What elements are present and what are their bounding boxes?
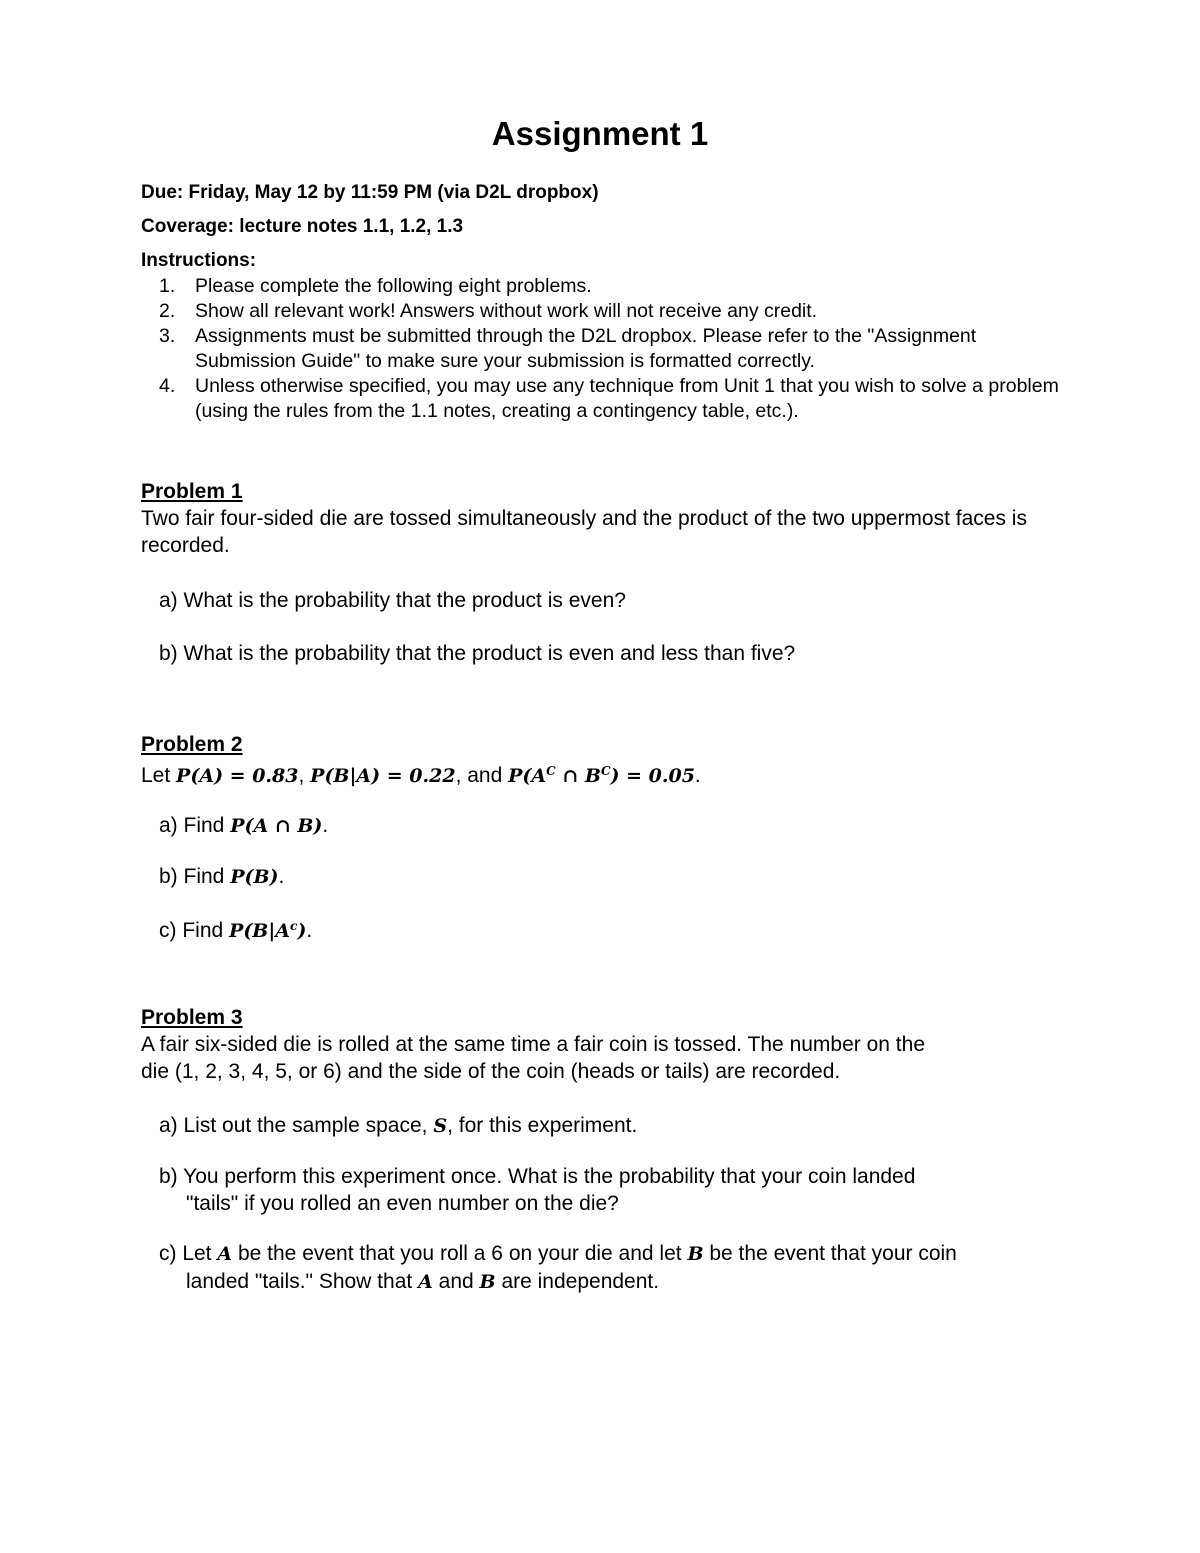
problem-1-part-b: b) What is the probability that the product is even and less than five? [159, 642, 796, 665]
problem-2-heading: Problem 2 [141, 733, 243, 756]
instructions-label: Instructions: [141, 250, 257, 271]
problem-2-eq3: $P(A^C$ ∩ $B^C) = 0.05$ [508, 764, 695, 787]
problem-2-part-b: b) Find P(B). [159, 865, 285, 888]
due-date-line: Due: Friday, May 12 by 11:59 PM (via D2L dropbox) [141, 182, 599, 203]
page-title: Assignment 1 [491, 115, 709, 152]
problem-1-text: Two fair four-sided die are tossed simultaneously and the product of the two uppermost faces is recorded. [141, 507, 1027, 557]
problem-3-part-c: c) Let A be the event that you roll a 6 on your die and let B be the event that your coin landed "tails." Show that A and B are independent. [159, 1242, 957, 1293]
instruction-item: 1. Please complete the following eight problems. [159, 275, 592, 297]
problem-3-part-b: b) You perform this experiment once. What is the probability that your coin landed "tails" if you rolled an even number on the die? [159, 1165, 916, 1215]
problem-2-part-c: c) Find $P(B|A^c)$. [159, 919, 313, 942]
problem-3-heading: Problem 3 [141, 1006, 243, 1029]
problem-2-part-a: a) Find P(A ∩ B). [159, 814, 329, 837]
coverage-line: Coverage: lecture notes 1.1, 1.2, 1.3 [141, 216, 464, 237]
problem-1-heading: Problem 1 [141, 480, 243, 503]
problem-3-text: A fair six-sided die is rolled at the same time a fair coin is tossed. The number on the die (1, 2, 3, 4, 5, or 6) and the side of the coin (heads or tails) are recorded. [141, 1033, 925, 1083]
problem-1-part-a: a) What is the probability that the product is even? [159, 589, 626, 612]
problem-2-givens: Let P(A) = 0.83, P(B|A) = 0.22, and $P(A^C$ ∩ $B^C) = 0.05$. [141, 764, 701, 787]
problem-3-part-a: a) List out the sample space, S, for this experiment. [159, 1114, 638, 1137]
instruction-item: 4. Unless otherwise specified, you may use any technique from Unit 1 that you wish to solve a problem (using the rules from the 1.1 notes, creating a contingency table, etc.). [159, 375, 1059, 422]
instructions-list [141, 274, 1071, 424]
instruction-item: 3. Assignments must be submitted through the D2L dropbox. Please refer to the "Assignment Submission Guide" to make sure your submission is formatted correctly. [159, 325, 977, 372]
instruction-item: 2. Show all relevant work! Answers without work will not receive any credit. [159, 300, 818, 322]
